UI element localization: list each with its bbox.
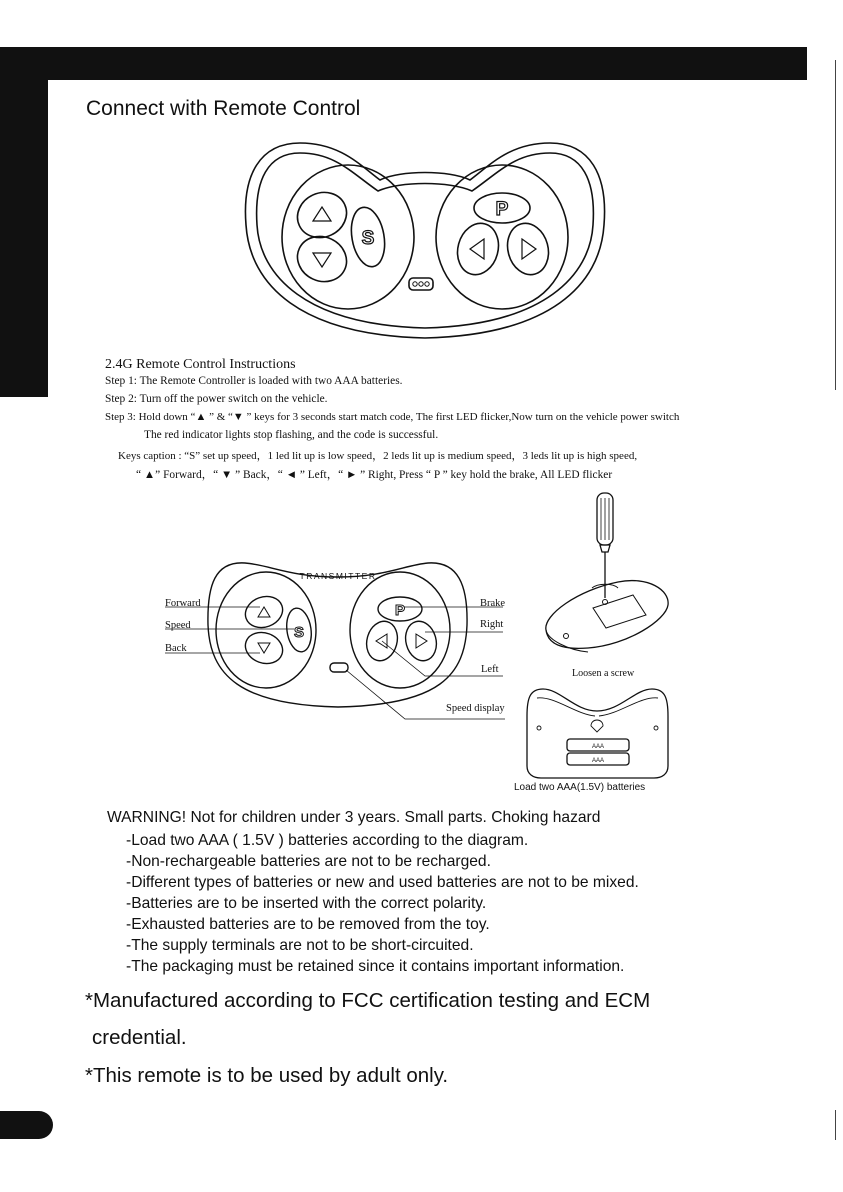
adult-use-note: *This remote is to be used by adult only.: [85, 1064, 449, 1087]
instruction-step-2: Step 2: Turn off the power switch on the vehicle.: [105, 393, 328, 405]
edge-mark: [835, 60, 836, 390]
label-left: Left: [481, 664, 499, 675]
transmitter-diagram: [160, 555, 520, 725]
instructions-title: 2.4G Remote Control Instructions: [105, 357, 296, 372]
keys-caption: Keys caption : “S” set up speed，1 led lit up is low speed，2 leds lit up is medium speed，3 leds lit up is high speed,: [118, 450, 638, 462]
fcc-note: *Manufactured according to FCC certification testing and ECM: [85, 989, 651, 1012]
label-right: Right: [480, 619, 504, 630]
warning-item: -The packaging must be retained since it contains important information.: [126, 958, 625, 975]
speed-key-label: S: [361, 228, 375, 249]
label-brake: Brake: [480, 598, 506, 609]
battery-1-label: AAA: [591, 744, 605, 750]
battery-compartment-illustration: [525, 686, 670, 781]
fcc-note-cont: credential.: [92, 1026, 187, 1049]
label-forward: Forward: [165, 598, 201, 609]
instruction-step-3: Step 3: Hold down “▲ ” & “▼ ” keys for 3 seconds start match code, The first LED flicker,Now turn on the vehicle power switch: [105, 411, 680, 423]
page-tab: [0, 1111, 53, 1139]
edge-mark: [835, 1110, 836, 1140]
instruction-step-3-cont: The red indicator lights stop flashing, and the code is successful.: [144, 429, 439, 441]
transmitter-title: TRANSMITTER: [299, 571, 377, 581]
label-speed-display: Speed display: [446, 703, 505, 714]
keys-caption-cont: “ ▲” Forward，“ ▼ ” Back，“ ◄ ” Left，“ ► ” Right, Press “ P ” key hold the brake, All LED flicker: [136, 469, 613, 481]
warning-title: WARNING! Not for children under 3 years. Small parts. Choking hazard: [107, 809, 601, 826]
warning-item: -Different types of batteries or new and used batteries are not to be mixed.: [126, 874, 639, 891]
brake-key-label: P: [495, 199, 509, 220]
screwdriver-illustration: [538, 490, 678, 670]
brake-key-label: P: [394, 602, 406, 619]
warning-item: -Load two AAA ( 1.5V ) batteries according to the diagram.: [126, 832, 529, 849]
instruction-step-1: Step 1: The Remote Controller is loaded with two AAA batteries.: [105, 375, 403, 387]
warning-item: -The supply terminals are not to be short-circuited.: [126, 937, 474, 954]
page-title: Connect with Remote Control: [86, 97, 361, 120]
label-back: Back: [165, 643, 187, 654]
side-tab: [0, 47, 48, 397]
battery-caption: Load two AAA(1.5V) batteries: [514, 782, 646, 793]
header-bar: [0, 47, 807, 80]
warning-item: -Exhausted batteries are to be removed from the toy.: [126, 916, 490, 933]
battery-2-label: AAA: [591, 758, 605, 764]
warning-item: -Batteries are to be inserted with the correct polarity.: [126, 895, 487, 912]
label-speed: Speed: [165, 620, 191, 631]
remote-control-illustration: [240, 135, 610, 345]
loosen-screw-caption: Loosen a screw: [572, 668, 635, 679]
warning-item: -Non-rechargeable batteries are not to be recharged.: [126, 853, 491, 870]
speed-key-label: S: [293, 624, 305, 641]
